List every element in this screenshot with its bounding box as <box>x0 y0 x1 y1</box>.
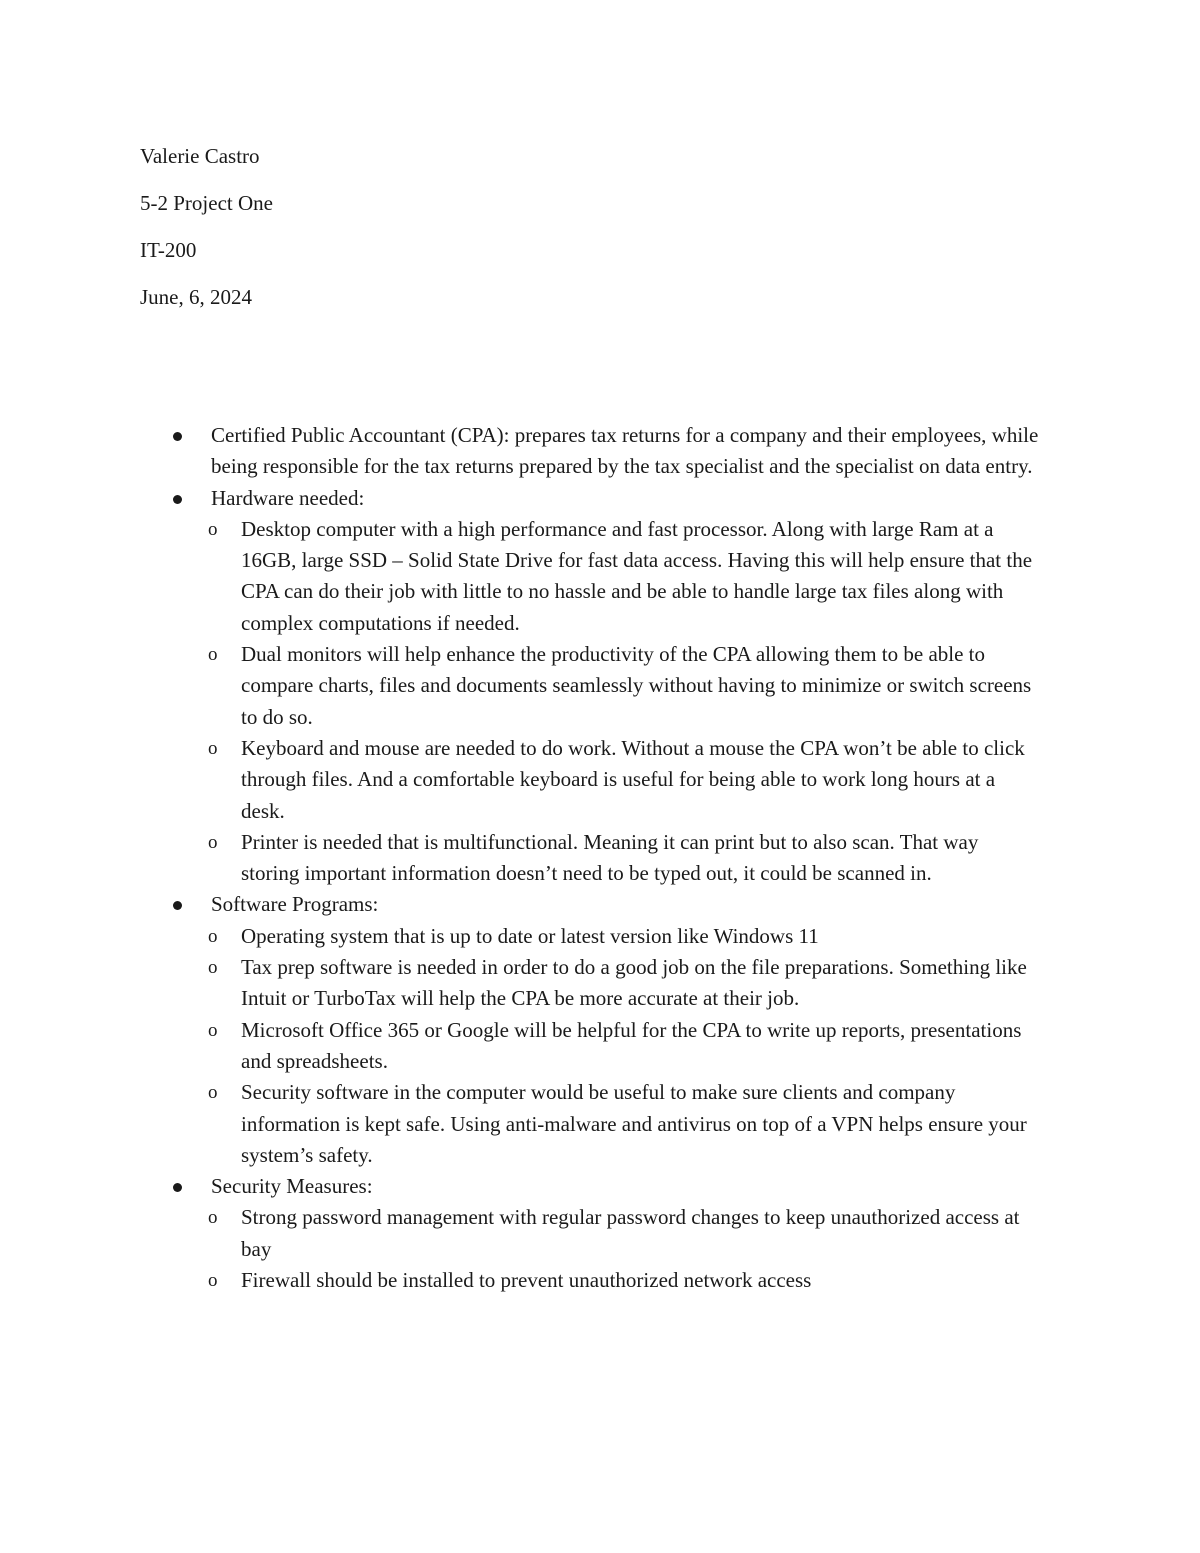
sub-bullet-item <box>129 1077 1041 1171</box>
bullet-text: Security Measures: <box>211 1174 373 1199</box>
document-date: June, 6, 2024 <box>140 285 252 309</box>
sub-bullet-item <box>129 1015 1041 1078</box>
sub-bullet-text: Firewall should be installed to prevent unauthorized network access <box>241 1268 812 1293</box>
sub-bullet-text: Desktop computer with a high performance and fast processor. Along with large Ram at a 16GB, large SSD – Solid State Drive for fast data access. Having this will help ensure that the CPA can do their job with little to no hassle and be able to handle large tax files along with complex computations if needed. <box>241 516 1033 635</box>
bullet-text: Software Programs: <box>211 892 379 917</box>
sub-bullet-item <box>129 827 1041 890</box>
sub-bullet-item <box>129 733 1041 827</box>
assignment-title: 5-2 Project One <box>140 191 273 215</box>
sub-bullet-text: Strong password management with regular password changes to keep unauthorized access at bay <box>241 1205 1020 1261</box>
circle-bullet-icon: o <box>208 957 218 979</box>
bullet-text: Hardware needed: <box>211 485 365 510</box>
circle-bullet-icon: o <box>208 925 218 947</box>
bullet-item <box>170 420 1070 483</box>
bullet-list <box>170 420 1070 1296</box>
sub-bullet-item <box>129 639 1041 733</box>
bullet-text: Certified Public Accountant (CPA): prepares tax returns for a company and their employees, while being responsible for the tax returns prepared by the tax specialist and the specialist on data entry. <box>211 423 1039 479</box>
circle-bullet-icon: o <box>208 1082 218 1104</box>
author-name: Valerie Castro <box>140 144 260 168</box>
sub-bullet-text: Security software in the computer would be useful to make sure clients and company information is kept safe. Using anti-malware and antivirus on top of a VPN helps ensure your system’s safety. <box>241 1080 1027 1167</box>
sub-bullet-item <box>129 1202 1041 1265</box>
sub-bullet-text: Operating system that is up to date or latest version like Windows 11 <box>241 923 819 948</box>
bullet-icon <box>173 432 182 441</box>
circle-bullet-icon: o <box>208 1207 218 1229</box>
sub-bullet-text: Tax prep software is needed in order to do a good job on the file preparations. Something like Intuit or TurboTax will help the CPA be more accurate at their job. <box>241 955 1027 1011</box>
circle-bullet-icon: o <box>208 831 218 853</box>
sub-bullet-text: Keyboard and mouse are needed to do work. Without a mouse the CPA won’t be able to click through files. And a comfortable keyboard is useful for being able to work long hours at a desk. <box>241 735 1025 823</box>
bullet-item <box>170 483 1070 514</box>
bullet-item <box>170 1171 1070 1202</box>
circle-bullet-icon: o <box>208 518 218 540</box>
sub-bullet-item <box>129 921 1041 952</box>
circle-bullet-icon: o <box>208 737 218 759</box>
course-code: IT-200 <box>140 238 197 262</box>
sub-bullet-text: Printer is needed that is multifunctional. Meaning it can print but to also scan. That way storing important information doesn’t need to be typed out, it could be scanned in. <box>241 829 979 886</box>
sub-bullet-text: Microsoft Office 365 or Google will be helpful for the CPA to write up reports, presentations and spreadsheets. <box>241 1017 1022 1073</box>
circle-bullet-icon: o <box>208 1270 218 1292</box>
bullet-icon <box>173 495 182 504</box>
document-header <box>140 141 1040 329</box>
circle-bullet-icon: o <box>208 1019 218 1041</box>
bullet-item <box>170 889 1070 920</box>
sub-bullet-text: Dual monitors will help enhance the productivity of the CPA allowing them to be able to compare charts, files and documents seamlessly without having to minimize or switch screens to do so. <box>241 642 1032 729</box>
bullet-icon <box>173 901 182 910</box>
circle-bullet-icon: o <box>208 644 218 666</box>
bullet-icon <box>173 1183 182 1192</box>
sub-bullet-item <box>129 514 1041 639</box>
sub-bullet-item <box>129 1265 1041 1296</box>
sub-bullet-item <box>129 952 1041 1015</box>
